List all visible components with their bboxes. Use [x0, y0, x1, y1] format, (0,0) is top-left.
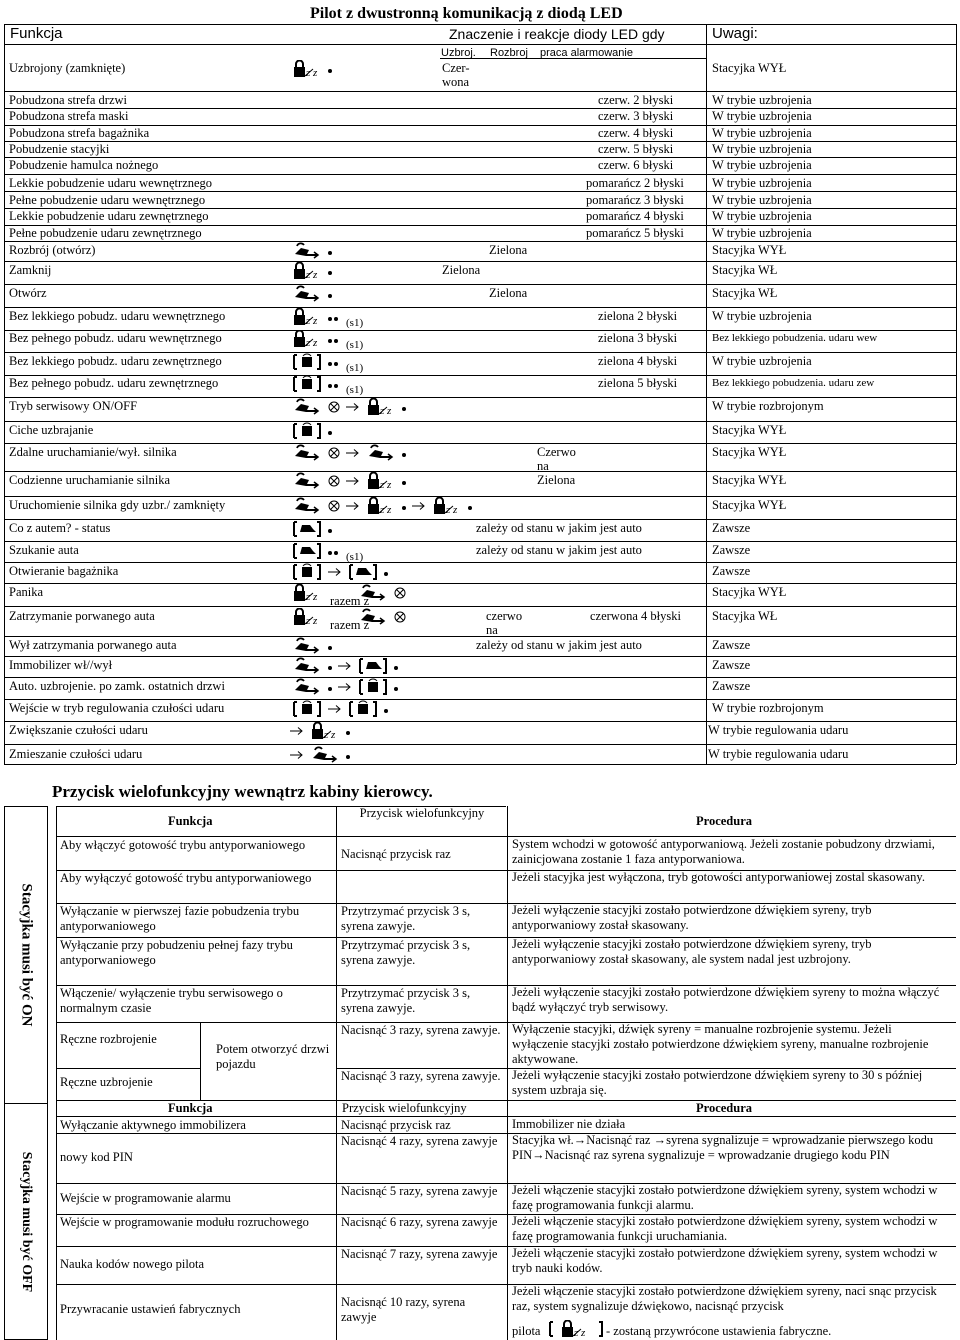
- row-divider: [4, 562, 956, 563]
- row-function-label: Zamknij: [9, 263, 52, 277]
- row-note: Stacyjka WŁ: [712, 286, 778, 300]
- row-divider: [4, 261, 956, 262]
- dot-icon: [328, 646, 332, 650]
- unlock-key-icon: [292, 637, 322, 655]
- row-divider: [4, 191, 956, 192]
- row-note: W trybie uzbrojenia: [712, 126, 812, 140]
- row-function-label: Pobudzona strefa drzwi: [9, 93, 128, 107]
- row-divider: [4, 636, 956, 637]
- on-procedure-text: Jeżeli wyłączenie stacyjki zostało potwierdzone dźwiękiem syreny, tryb antyporwaniowy został skasowany.: [512, 903, 872, 932]
- row-divider: [4, 91, 956, 92]
- row-note: Bez lekkiego pobudzenia. udaru zew: [712, 377, 875, 389]
- led-armed-value: Zielona: [442, 263, 481, 277]
- car-icon: [292, 542, 322, 560]
- dot-icon: [394, 687, 398, 691]
- dot-icon: [328, 317, 332, 321]
- dot-icon: [402, 506, 406, 510]
- pilot-word: pilota: [512, 1324, 541, 1338]
- dot-icon: [328, 294, 332, 298]
- s1-label: (s1): [346, 384, 364, 396]
- row-note: Stacyjka WYŁ: [712, 243, 787, 257]
- row-function-label: Bez lekkiego pobudz. udaru zewnętrznego: [9, 354, 222, 368]
- led-alarm-value: czerw. 4 błyski: [598, 126, 674, 140]
- toggle-button-icon: [394, 587, 406, 599]
- row-divider: [4, 699, 956, 700]
- led-alarm-value: zielona 4 błyski: [598, 354, 678, 368]
- s1-label: (s1): [346, 317, 364, 329]
- off-function-label: Wejście w programowanie modułu rozruchowego: [60, 1215, 309, 1229]
- col-header-uwagi: Uwagi:: [712, 25, 758, 42]
- trunk-icon: [292, 353, 322, 371]
- led-armed-value: Czer-wona: [442, 61, 470, 89]
- row-divider: [4, 241, 956, 242]
- led-alarm-value: zielona 5 błyski: [598, 376, 678, 390]
- row-divider: [4, 656, 956, 657]
- row-divider: [4, 471, 956, 472]
- dot-icon: [328, 339, 332, 343]
- dot-icon: [328, 687, 332, 691]
- sub-header-rozbroj: Rozbroj: [490, 47, 528, 59]
- row-function-label: Ciche uzbrajanie: [9, 423, 94, 437]
- bottom2-header-przycisk: Przycisk wielofunkcyjny: [342, 1101, 467, 1115]
- dot-icon: [384, 572, 388, 576]
- row-function-label: Szukanie auta: [9, 543, 79, 557]
- arrow-right-icon: [290, 726, 304, 736]
- row-divider: [4, 174, 956, 175]
- led-alarm-value: zależy od stanu w jakim jest auto: [476, 638, 642, 652]
- arrow-right-icon: [346, 476, 360, 486]
- row-divider: [4, 519, 956, 520]
- on-function-label: Wyłączanie w pierwszej fazie pobudzenia trybu antyporwaniowego: [60, 904, 300, 933]
- row-note: Stacyjka WYŁ: [712, 585, 787, 599]
- s1-label: (s1): [346, 551, 364, 563]
- row-divider: [4, 397, 956, 398]
- off-function-label: Nauka kodów nowego pilota: [60, 1257, 205, 1271]
- s1-label: (s1): [346, 339, 364, 351]
- row-function-label: Pełne pobudzenie udaru wewnętrznego: [9, 193, 206, 207]
- led-disarmed-value: Zielona: [489, 286, 528, 300]
- row-note: W trybie uzbrojenia: [712, 354, 812, 368]
- row-note: W trybie regulowania udaru: [708, 747, 849, 761]
- off-button-action: Nacisnąć przycisk raz: [341, 1118, 451, 1132]
- dot-icon: [334, 384, 338, 388]
- row-divider: [4, 141, 956, 142]
- led-alarm-value: czerw. 3 błyski: [598, 109, 674, 123]
- lock-icon: [366, 497, 396, 515]
- dot-icon: [328, 271, 332, 275]
- off-function-label: nowy kod PIN: [60, 1150, 133, 1164]
- unlock-key-icon: [310, 746, 340, 764]
- unlock-key-icon: [292, 678, 322, 696]
- lock-icon: [310, 722, 340, 740]
- arrow-right-icon: [338, 661, 352, 671]
- page-title: Pilot z dwustronną komunikacją z diodą LED: [310, 5, 623, 22]
- row-divider: [4, 352, 956, 353]
- col-header-znaczenie: Znaczenie i reakcje diody LED gdy: [449, 26, 665, 42]
- row-note: W trybie rozbrojonym: [712, 701, 824, 715]
- arrow-right-icon: [346, 501, 360, 511]
- arrow-right-icon: [412, 501, 426, 511]
- arrow-right-icon: [328, 704, 342, 714]
- off-procedure-text: Jeżeli włączenie stacyjki zostało potwierdzone dźwiękiem syreny, system wchodzi w tryb nauki kodów.: [512, 1246, 938, 1275]
- row-function-label: Pobudzona strefa maski: [9, 109, 129, 123]
- row-note: W trybie rozbrojonym: [712, 399, 824, 413]
- arrow-right-icon: [346, 402, 360, 412]
- row-function-label: Panika: [9, 585, 44, 599]
- row-note: Stacyjka WYŁ: [712, 473, 787, 487]
- row-note: Stacyjka WYŁ: [712, 445, 787, 459]
- row-function-label: Zatrzymanie porwanego auta: [9, 609, 155, 623]
- dot-icon: [328, 666, 332, 670]
- car-icon: [292, 520, 322, 538]
- unlock-key-icon: [292, 472, 322, 490]
- dot-icon: [328, 551, 332, 555]
- led-alarm-value: pomarańcz 5 błyski: [586, 226, 684, 240]
- row-function-label: Lekkie pobudzenie udaru zewnętrznego: [9, 209, 209, 223]
- bottom-header-funkcja: Funkcja: [168, 814, 213, 828]
- off-button-action: Nacisnąć 5 razy, syrena zawyje: [341, 1184, 498, 1198]
- dot-icon: [394, 666, 398, 670]
- led-alarm-value: zielona 3 błyski: [598, 331, 678, 345]
- on-function-label: Ręczne rozbrojenie: [60, 1032, 157, 1046]
- lock-icon: [366, 472, 396, 490]
- on-button-action: Przytrzymać przycisk 3 s, syrena zawyje.: [341, 938, 471, 967]
- led-armed-value: czerwo na: [486, 609, 523, 637]
- row-note: W trybie uzbrojenia: [712, 226, 812, 240]
- row-note: Stacyjka WYŁ: [712, 498, 787, 512]
- led-alarm-value: zależy od stanu w jakim jest auto: [476, 543, 642, 557]
- row-divider: [4, 764, 956, 765]
- row-divider: [4, 496, 956, 497]
- dot-icon: [328, 69, 332, 73]
- unlock-key-icon: [292, 242, 322, 260]
- led-alarm-value: zależy od stanu w jakim jest auto: [476, 521, 642, 535]
- dot-icon: [402, 453, 406, 457]
- row-function-label: Zdalne uruchamianie/wył. silnika: [9, 445, 177, 459]
- on-button-action: Nacisnąć 3 razy, syrena zawyje.: [341, 1069, 501, 1083]
- arrow-right-icon: [328, 567, 342, 577]
- toggle-button-icon: [328, 447, 340, 459]
- off-button-action: Nacisnąć 10 razy, syrena zawyje: [341, 1295, 466, 1324]
- lock-icon: [292, 584, 322, 602]
- row-function-label: Lekkie pobudzenie udaru wewnętrznego: [9, 176, 213, 190]
- row-note: Zawsze: [712, 521, 751, 535]
- dot-icon: [328, 362, 332, 366]
- row-function-label: Bez pełnego pobudz. udaru zewnętrznego: [9, 376, 219, 390]
- col-header-funkcja: Funkcja: [10, 25, 63, 42]
- led-alarm-value: Zielona: [537, 473, 576, 487]
- lock-icon: [292, 262, 322, 280]
- lock-icon: [292, 308, 322, 326]
- row-divider: [4, 307, 956, 308]
- led-alarm-value: pomarańcz 3 błyski: [586, 193, 684, 207]
- row-function-label: Zmieszanie czułości udaru: [9, 747, 143, 761]
- row-divider: [4, 677, 956, 678]
- razem-z-label: razem z: [330, 594, 370, 608]
- dot-icon: [402, 407, 406, 411]
- unlock-key-icon: [292, 497, 322, 515]
- row-note: W trybie uzbrojenia: [712, 142, 812, 156]
- bottom2-header-funkcja: Funkcja: [168, 1101, 213, 1115]
- off-procedure-text: Immobilizer nie działa: [512, 1117, 626, 1131]
- on-procedure-text: Jeżeli wyłączenie stacyjki zostało potwierdzone dźwiękiem syreny, tryb antyporwaniowy został skasowany, ale system nadal jest uzbrojony.: [512, 937, 872, 966]
- trunk-icon: [292, 700, 322, 718]
- bottom-header-przycisk: Przycisk wielofunkcyjny: [359, 806, 485, 820]
- dot-icon: [328, 529, 332, 533]
- trunk-icon: [292, 422, 322, 440]
- off-function-label: Wejście w programowanie alarmu: [60, 1191, 231, 1205]
- off-button-action: Nacisnąć 4 razy, syrena zawyje: [341, 1134, 498, 1148]
- bottom2-header-procedura: Procedura: [696, 1101, 753, 1115]
- lock-icon: [292, 330, 322, 348]
- on-button-action: Przytrzymać przycisk 3 s, syrena zawyje.: [341, 986, 471, 1015]
- toggle-button-icon: [328, 500, 340, 512]
- remote-button-lock-icon: [548, 1320, 604, 1338]
- row-note: Stacyjka WŁ: [712, 263, 778, 277]
- row-function-label: Pobudzenie hamulca nożnego: [9, 158, 159, 172]
- row-note: W trybie regulowania udaru: [708, 723, 849, 737]
- led-alarm-value: pomarańcz 4 błyski: [586, 209, 684, 223]
- row-note: Zawsze: [712, 638, 751, 652]
- row-divider: [4, 744, 956, 745]
- on-function-label: Wyłączanie przy pobudzeniu pełnej fazy trybu antyporwaniowego: [60, 938, 293, 967]
- row-divider: [4, 606, 956, 607]
- arrow-right-icon: [338, 682, 352, 692]
- dot-icon: [346, 755, 350, 759]
- lock-icon: [292, 60, 322, 78]
- unlock-key-icon: [292, 657, 322, 675]
- row-divider: [4, 108, 956, 109]
- row-note: Stacyjka WYŁ: [712, 423, 787, 437]
- row-function-label: Otwórz: [9, 286, 47, 300]
- row-note: Zawsze: [712, 658, 751, 672]
- unlock-key-icon: [292, 398, 322, 416]
- row-function-label: Zwiększanie czułości udaru: [9, 723, 148, 737]
- dot-icon: [334, 317, 338, 321]
- off-button-action: Nacisnąć 6 razy, syrena zawyje: [341, 1215, 498, 1229]
- row-divider: [4, 721, 956, 722]
- trunk-icon: [292, 563, 322, 581]
- off-procedure-text: Stacyjka wł.→Nacisnąć raz →syrena sygnalizuje = wprowadzanie pierwszego kodu PIN→Nacisnąć raz syrena sygnalizuje = wprowadzanie drugiego kodu PIN: [512, 1133, 934, 1162]
- row-function-label: Immobilizer wł//wył: [9, 658, 113, 672]
- toggle-button-icon: [394, 611, 406, 623]
- row-note: Stacyjka WŁ: [712, 609, 778, 623]
- row-note: Zawsze: [712, 543, 751, 557]
- on-button-action: Przytrzymać przycisk 3 s, syrena zawyje.: [341, 904, 471, 933]
- car-icon: [358, 657, 388, 675]
- on-function-label: Ręczne uzbrojenie: [60, 1075, 153, 1089]
- lock-icon: [432, 497, 462, 515]
- row-function-label: Wył zatrzymania porwanego auta: [9, 638, 177, 652]
- s1-label: (s1): [346, 362, 364, 374]
- dot-icon: [402, 481, 406, 485]
- dot-icon: [328, 384, 332, 388]
- row-function-label: Pobudzenie stacyjki: [9, 142, 110, 156]
- led-alarm-value: czerw. 5 błyski: [598, 142, 674, 156]
- lock-icon: [292, 608, 322, 626]
- on-function-label: Włączenie/ wyłączenie trybu serwisowego o normalnym czasie: [60, 986, 283, 1015]
- arrow-right-icon: [346, 448, 360, 458]
- bottom-header-procedura: Procedura: [696, 814, 753, 828]
- unlock-key-icon: [366, 444, 396, 462]
- row-function-label: Uzbrojony (zamknięte): [9, 61, 126, 75]
- dot-icon: [334, 551, 338, 555]
- row-function-label: Uruchomienie silnika gdy uzbr./ zamknięty: [9, 498, 226, 512]
- row-divider: [4, 541, 956, 542]
- off-procedure-text: Jeżeli włączenie stacyjki zostało potwierdzone dźwiękiem syreny, naci snąc przycisk raz, system sygnalizuje dźwiękowo, nacisnąć przycisk: [512, 1284, 937, 1313]
- row-note: Bez lekkiego pobudzenia. udaru wew: [712, 332, 878, 344]
- led-alarm-value: czerwona 4 błyski: [590, 609, 681, 623]
- row-note: Zawsze: [712, 564, 751, 578]
- row-function-label: Otwieranie bagażnika: [9, 564, 119, 578]
- row-function-label: Pobudzona strefa bagażnika: [9, 126, 150, 140]
- dot-icon: [346, 731, 350, 735]
- trunk-icon: [358, 678, 388, 696]
- row-function-label: Wejście w tryb regulowania czułości udaru: [9, 701, 225, 715]
- led-alarm-value: Czerwo na: [537, 445, 576, 473]
- off-function-label: Wyłączanie aktywnego immobilizera: [60, 1118, 246, 1132]
- off-procedure-text: Jeżeli włączenie stacyjki zostało potwierdzone dźwiękiem syreny, system wchodzi w fazę programowania funkcji uruchamiania.: [512, 1214, 938, 1243]
- reset-result-text: - zostaną przywrócone ustawienia fabryczne.: [606, 1324, 832, 1338]
- dot-icon: [328, 431, 332, 435]
- row-divider: [4, 443, 956, 444]
- on-function-label: Aby wyłączyć gotowość trybu antyporwaniowego: [60, 871, 312, 885]
- on-procedure-text: Jeżeli wyłączenie stacyjki zostało potwierdzone dźwiękiem syreny to można włączyć bądź wyłączyć tryb serwisowy.: [512, 985, 940, 1014]
- unlock-key-icon: [292, 285, 322, 303]
- off-button-action: Nacisnąć 7 razy, syrena zawyje: [341, 1247, 498, 1261]
- razem-z-label: razem z: [330, 618, 370, 632]
- row-note: W trybie uzbrojenia: [712, 158, 812, 172]
- row-function-label: Bez pełnego pobudz. udaru wewnętrznego: [9, 331, 222, 345]
- off-procedure-text: Jeżeli włączenie stacyjki zostało potwierdzone dźwiękiem syreny, system wchodzi w fazę programowania funkcji alarmu.: [512, 1183, 938, 1212]
- row-note: W trybie uzbrojenia: [712, 109, 812, 123]
- arrow-right-icon: [290, 750, 304, 760]
- dot-icon: [334, 362, 338, 366]
- row-function-label: Bez lekkiego pobudz. udaru wewnętrznego: [9, 309, 226, 323]
- lock-icon: [366, 398, 396, 416]
- row-note: W trybie uzbrojenia: [712, 93, 812, 107]
- row-function-label: Auto. uzbrojenie. po zamk. ostatnich drzwi: [9, 679, 225, 693]
- section-title: Przycisk wielofunkcyjny wewnątrz kabiny kierowcy.: [52, 782, 433, 801]
- row-divider: [4, 284, 956, 285]
- row-function-label: Co z autem? - status: [9, 521, 111, 535]
- toggle-button-icon: [328, 475, 340, 487]
- merged-cell-divider: [200, 1022, 201, 1100]
- on-function-label: Aby włączyć gotowość trybu antyporwaniowego: [60, 838, 306, 852]
- led-alarm-value: czerw. 6 błyski: [598, 158, 674, 172]
- toggle-button-icon: [328, 401, 340, 413]
- on-procedure-text: System wchodzi w gotowość antyporwaniową. Jeżeli zostanie pobudzony drzwiami, zainicjowana zostanie 1 faza antyporwaniowa.: [512, 837, 935, 866]
- merged-note: Potem otworzyć drzwi pojazdu: [216, 1042, 330, 1071]
- led-disarmed-value: Zielona: [489, 243, 528, 257]
- sub-header-praca: praca alarmowanie: [540, 47, 633, 59]
- on-row-divider: [56, 1068, 200, 1069]
- row-function-label: Rozbrój (otwórz): [9, 243, 96, 257]
- led-alarm-value: zielona 2 błyski: [598, 309, 678, 323]
- off-function-label: Przywracanie ustawień fabrycznych: [60, 1302, 241, 1316]
- row-function-label: Codzienne uruchamianie silnika: [9, 473, 171, 487]
- row-note: W trybie uzbrojenia: [712, 309, 812, 323]
- on-procedure-text: Jeżeli wyłączenie stacyjki zostało potwierdzone dźwiękiem syreny to 30 s później system uzbraja się.: [512, 1068, 923, 1097]
- dot-icon: [334, 339, 338, 343]
- unlock-key-icon: [292, 444, 322, 462]
- sub-header-uzbroj: Uzbroj.: [441, 47, 476, 59]
- row-function-label: Tryb serwisowy ON/OFF: [9, 399, 138, 413]
- side-label-off: Stacyjka musi być OFF: [19, 1151, 34, 1293]
- dot-icon: [384, 709, 388, 713]
- led-alarm-value: czerw. 2 błyski: [598, 93, 674, 107]
- side-label-on: Stacyjka musi być ON: [18, 883, 35, 1027]
- row-note: W trybie uzbrojenia: [712, 209, 812, 223]
- on-procedure-text: Wyłączenie stacyjki, dźwięk syreny = manualne rozbrojenie systemu. Jeżeli wyłączenie stacyjki zostało potwierdzone dźwiękiem syreny, manualne rozbrojenie aktywowane.: [512, 1022, 929, 1066]
- row-note: W trybie uzbrojenia: [712, 193, 812, 207]
- row-note: Stacyjka WYŁ: [712, 61, 787, 75]
- on-procedure-text: Jeżeli stacyjka jest wyłączona, tryb gotowości antyporwaniowej zostal skasowany.: [512, 870, 925, 884]
- trunk-icon: [292, 375, 322, 393]
- row-function-label: Pełne pobudzenie udaru zewnętrznego: [9, 226, 202, 240]
- row-note: W trybie uzbrojenia: [712, 176, 812, 190]
- car-icon: [348, 563, 378, 581]
- row-divider: [4, 421, 956, 422]
- led-alarm-value: pomarańcz 2 błyski: [586, 176, 684, 190]
- dot-icon: [468, 506, 472, 510]
- dot-icon: [328, 251, 332, 255]
- row-note: Zawsze: [712, 679, 751, 693]
- on-button-action: Nacisnąć 3 razy, syrena zawyje.: [341, 1023, 501, 1037]
- on-button-action: Nacisnąć przycisk raz: [341, 847, 451, 861]
- row-divider: [4, 583, 956, 584]
- trunk-icon: [348, 700, 378, 718]
